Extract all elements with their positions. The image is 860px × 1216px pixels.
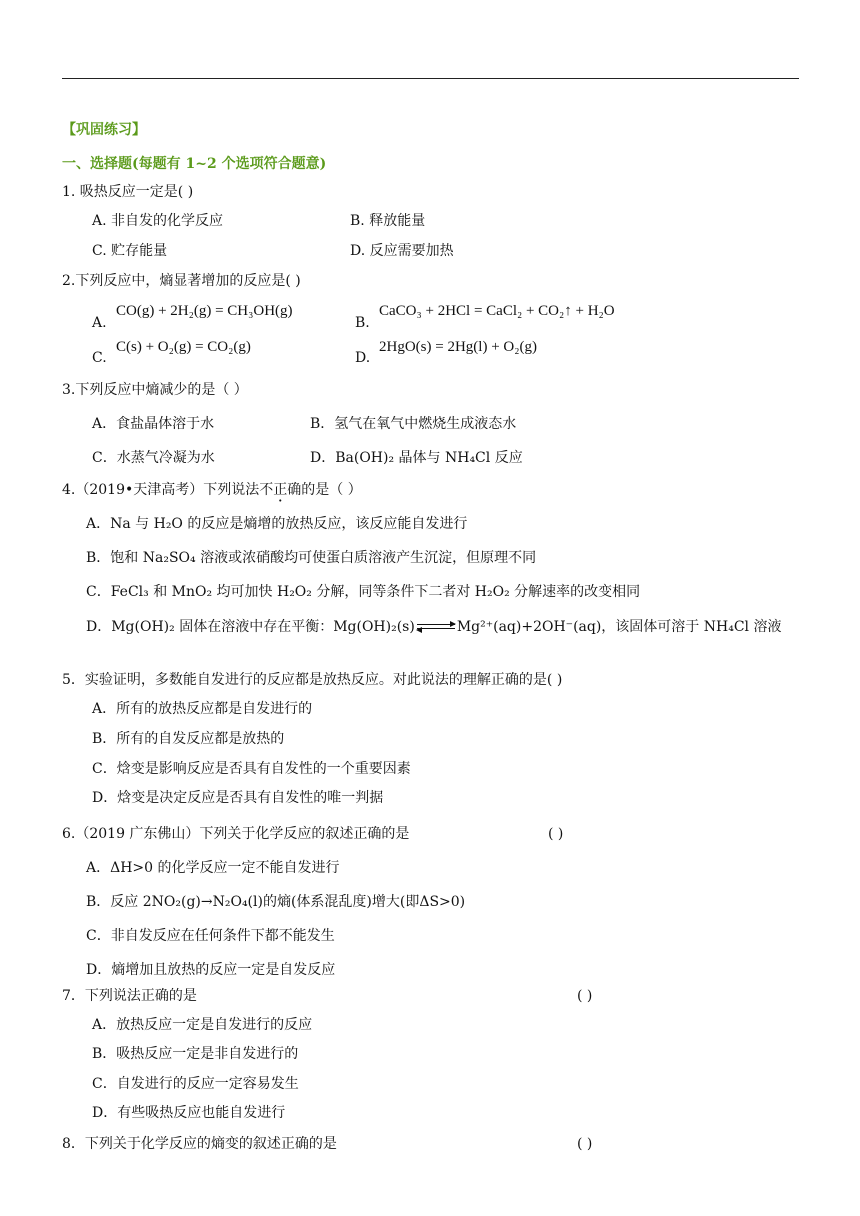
question-6-answer-paren: ( ) bbox=[548, 826, 564, 842]
question-8-stem: 8．下列关于化学反应的熵变的叙述正确的是 bbox=[62, 1136, 337, 1152]
question-4-stem-prefix: 4.（2019•天津高考）下列说法 bbox=[62, 482, 260, 498]
question-2-option-b-label: B. bbox=[355, 315, 370, 331]
question-1-option-b: B. 释放能量 bbox=[350, 213, 426, 229]
question-6-stem: 6.（2019 广东佛山）下列关于化学反应的叙述正确的是 bbox=[62, 826, 410, 842]
question-7-option-d: D．有些吸热反应也能自发进行 bbox=[92, 1105, 286, 1121]
question-7-option-a: A．放热反应一定是自发进行的反应 bbox=[92, 1017, 313, 1033]
question-4-option-d bbox=[86, 618, 781, 636]
question-1-option-c: C. 贮存能量 bbox=[92, 243, 168, 259]
question-3-option-b: B．氢气在氧气中燃烧生成液态水 bbox=[310, 416, 517, 432]
question-4-stem-suffix: 的是（ ） bbox=[301, 482, 362, 498]
question-3-option-d: D．Ba(OH)₂ 晶体与 NH₄Cl 反应 bbox=[310, 450, 523, 466]
question-2-option-b-equation: CaCO₃ + 2HCl = CaCl₂ + CO₂↑ + H₂O bbox=[379, 303, 615, 319]
question-2-stem: 2.下列反应中，熵显著增加的反应是( ) bbox=[62, 273, 301, 289]
question-4-option-d-right: Mg²⁺(aq)+2OH⁻(aq)，该固体可溶于 NH₄Cl 溶液 bbox=[456, 619, 782, 635]
equilibrium-arrows-icon bbox=[417, 622, 455, 632]
question-2-option-d-label: D. bbox=[355, 350, 371, 366]
question-4-option-c: C．FeCl₃ 和 MnO₂ 均可加快 H₂O₂ 分解，同等条件下二者对 H₂O₂ 分解速率的改变相同 bbox=[86, 584, 641, 600]
question-6-option-a: A．ΔH>0 的化学反应一定不能自发进行 bbox=[86, 860, 340, 876]
question-5-stem: 5．实验证明，多数能自发进行的反应都是放热反应。对此说法的理解正确的是( ) bbox=[62, 672, 563, 688]
question-1-option-a: A. 非自发的化学反应 bbox=[92, 213, 224, 229]
question-8-answer-paren: ( ) bbox=[577, 1136, 593, 1152]
question-6-option-b: B．反应 2NO₂(g)→N₂O₄(l)的熵(体系混乱度)增大(即ΔS>0) bbox=[86, 894, 466, 910]
question-7-answer-paren: ( ) bbox=[577, 988, 593, 1004]
question-4-option-d-left: D．Mg(OH)₂ 固体在溶液中存在平衡：Mg(OH)₂(s) bbox=[86, 619, 415, 635]
question-3-option-a: A．食盐晶体溶于水 bbox=[92, 416, 215, 432]
question-7-option-c: C．自发进行的反应一定容易发生 bbox=[92, 1076, 299, 1092]
question-3-stem: 3.下列反应中熵减少的是（ ） bbox=[62, 382, 248, 398]
question-4-option-b: B．饱和 Na₂SO₄ 溶液或浓硝酸均可使蛋白质溶液产生沉淀，但原理不同 bbox=[86, 550, 537, 566]
question-7-stem: 7．下列说法正确的是 bbox=[62, 988, 197, 1004]
question-7-option-b: B．吸热反应一定是非自发进行的 bbox=[92, 1046, 299, 1062]
section-title: 【巩固练习】 bbox=[62, 122, 146, 138]
question-2-option-d-equation: 2HgO(s) = 2Hg(l) + O₂(g) bbox=[379, 339, 537, 355]
question-2-option-a-equation: CO(g) + 2H₂(g) = CH₃OH(g) bbox=[116, 303, 293, 319]
question-5-option-d: D．焓变是决定反应是否具有自发性的唯一判据 bbox=[92, 790, 384, 806]
question-4-stem bbox=[62, 481, 362, 499]
question-5-option-c: C．焓变是影响反应是否具有自发性的一个重要因素 bbox=[92, 761, 411, 777]
question-5-option-a: A．所有的放热反应都是自发进行的 bbox=[92, 701, 313, 717]
question-5-option-b: B．所有的自发反应都是放热的 bbox=[92, 731, 285, 747]
question-6-option-d: D．熵增加且放热的反应一定是自发反应 bbox=[86, 962, 336, 978]
question-2-option-a-label: A. bbox=[92, 315, 107, 331]
question-6-option-c: C．非自发反应在任何条件下都不能发生 bbox=[86, 928, 335, 944]
question-1-stem: 1. 吸热反应一定是( ) bbox=[62, 184, 194, 200]
question-2-option-c-equation: C(s) + O₂(g) = CO₂(g) bbox=[116, 339, 251, 355]
question-1-option-d: D. 反应需要加热 bbox=[350, 243, 454, 259]
question-2-option-c-label: C. bbox=[92, 350, 107, 366]
header-rule bbox=[62, 78, 799, 79]
question-4-stem-emphasis: 不正确 bbox=[259, 482, 302, 498]
question-4-option-a: A．Na 与 H₂O 的反应是熵增的放热反应，该反应能自发进行 bbox=[86, 516, 468, 532]
question-3-option-c: C．水蒸气冷凝为水 bbox=[92, 450, 215, 466]
part-title: 一、选择题(每题有 1~2 个选项符合题意) bbox=[62, 156, 327, 172]
